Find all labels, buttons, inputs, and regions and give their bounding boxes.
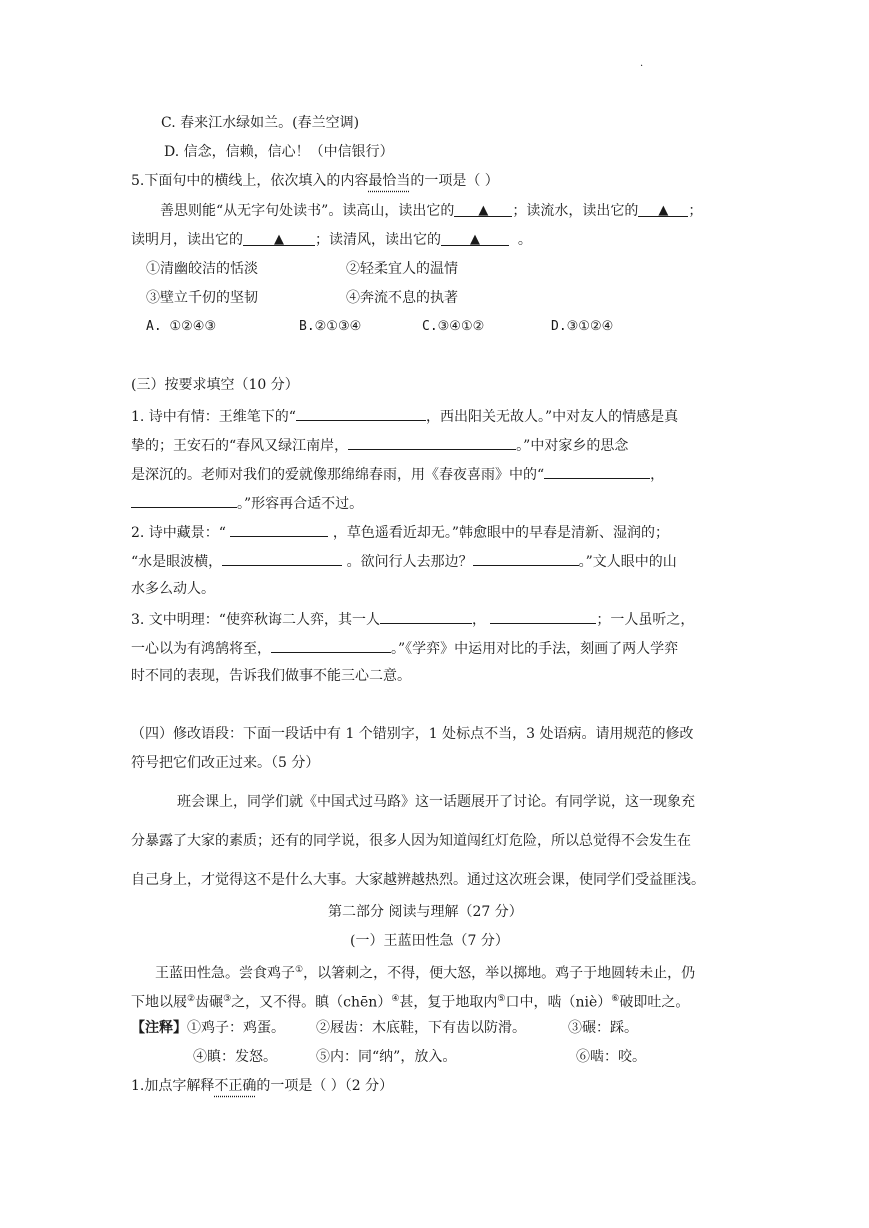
q5-sentence-line1: 善思则能“从无字句处读书”。读高山，读出它的 ▲ ；读流水，读出它的 ▲ ； [160,203,703,219]
part2-title: 第二部分 阅读与理解（27 分） [328,904,523,920]
section4-para-line2: 分暴露了大家的素质；还有的同学说，很多人因为知道闯红灯危险，所以总觉得不会发生在 [131,833,691,849]
q5-stem: 5.下面句中的横线上，依次填入的内容最恰当的一项是（ ） [131,173,499,189]
blank-4[interactable]: ▲ [441,230,509,246]
fill-blank[interactable] [271,637,391,653]
section3-line7: 水多么动人。 [131,581,215,597]
section4-para-line1: 班会课上，同学们就《中国式过马路》这一话题展开了讨论。有同学说，这一现象充 [177,794,695,810]
section3-title: (三）按要求填空（10 分） [131,377,299,393]
note-5: ⑤内：同“纳”，放入。 [316,1049,457,1065]
part2-question-1: 1.加点字解释不正确的一项是（ ）（2 分） [131,1078,394,1094]
blank-3[interactable]: ▲ [243,230,315,246]
passage-line1: 王蓝田性急。尝食鸡子①，以箸刺之，不得，便大怒，举以掷地。鸡子于地圆转未止，仍 [155,965,696,982]
fill-blank[interactable] [473,550,579,566]
option-d: D. 信念，信赖，信心！（中信银行） [164,144,394,160]
fill-blank[interactable] [348,434,516,450]
q5-option-a: A. ①②④③ [146,319,217,334]
q5-item-4: ④奔流不息的执著 [346,290,458,306]
section3-line6: “水是眼波横， 。欲问行人去那边？ 。”文人眼中的山 [131,550,677,572]
fill-blank[interactable] [296,405,426,421]
fill-blank[interactable] [230,521,328,537]
q5-option-d: D.③①②④ [551,319,614,334]
notes-label: 【注释】 [131,1020,187,1036]
note-4: ④瞋：发怒。 [193,1049,277,1065]
option-c: C. 春来江水绿如兰。(春兰空调) [161,115,360,131]
note-2: ②屐齿：木底鞋，下有齿以防滑。 [316,1020,526,1036]
blank-1[interactable]: ▲ [454,201,512,217]
fill-blank[interactable] [544,463,650,479]
section4-instruction-1: （四）修改语段：下面一段话中有 1 个错别字，1 处标点不当，3 处语病。请用规范的修改 [131,726,694,742]
section3-line9: 一心以为有鸿鹄将至， 。”《学弈》中运用对比的手法，刻画了两人学弈 [131,637,678,659]
note-3: ③碾：踩。 [568,1020,638,1036]
section3-line10: 时不同的表现，告诉我们做事不能三心二意。 [131,668,411,684]
fill-blank[interactable] [222,550,342,566]
part2-subtitle: (一）王蓝田性急（7 分） [350,933,509,949]
blank-2[interactable]: ▲ [638,201,688,217]
section3-line1: 1. 诗中有情：王维笔下的“ ，西出阳关无故人。”中对友人的情感是真 [131,405,678,427]
section3-line8: 3. 文中明理：“使弈秋诲二人弈，其一人 ， ；一人虽听之， [131,608,694,630]
section3-line5: 2. 诗中藏景：“ ，草色遥看近却无。”韩愈眼中的早春是清新、湿润的； [131,521,669,543]
section3-line2: 挚的；王安石的“春风又绿江南岸， 。”中对家乡的思念 [131,434,628,456]
q5-item-3: ③壁立千仞的坚韧 [146,290,258,306]
section4-instruction-2: 符号把它们改正过来。（5 分） [131,755,320,771]
section3-line3: 是深沉的。老师对我们的爱就像那绵绵春雨，用《春夜喜雨》中的“ ， [131,463,664,485]
q5-option-c: C.③④①② [422,319,485,334]
q1-dotted: 不正确 [214,1078,257,1094]
fill-blank[interactable] [490,608,596,624]
q5-item-2: ②轻柔宜人的温情 [346,261,458,277]
q5-item-1: ①清幽皎洁的恬淡 [146,261,258,277]
passage-line2: 下地以屐②齿碾③之，又不得。瞋（chēn）④甚，复于地取内⑤口中，啮（niè）⑥破即吐之。 [131,994,690,1011]
corner-mark: . [640,58,644,69]
q5-sentence-line2: 读明月，读出它的 ▲ ；读清风，读出它的 ▲ 。 [131,232,532,248]
section4-para-line3: 自己身上，才觉得这不是什么大事。大家越辨越热烈。通过这次班会课，使同学们受益匪浅。 [131,872,705,888]
note-6: ⑥啮：咬。 [576,1049,646,1065]
section3-line4: 。”形容再合适不过。 [131,492,363,514]
notes-line1: 【注释】①鸡子：鸡蛋。 [131,1020,285,1036]
fill-blank[interactable] [131,492,237,508]
fill-blank[interactable] [380,608,472,624]
q5-option-b: B.②①③④ [299,319,362,334]
q5-stem-dotted: 最恰当 [368,173,411,189]
